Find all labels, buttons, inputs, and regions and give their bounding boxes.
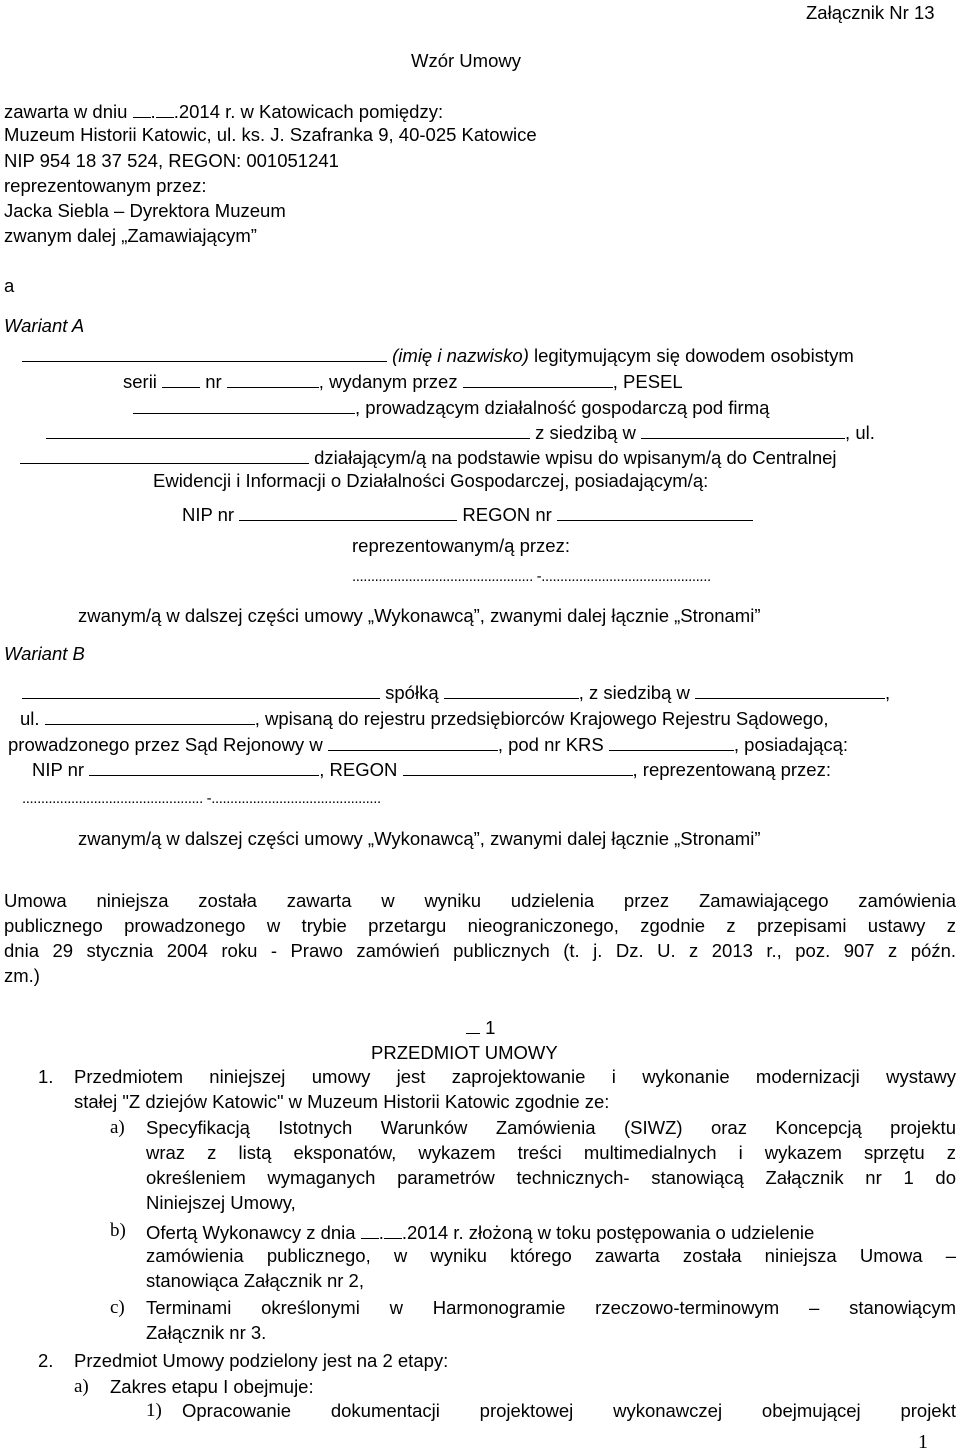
- variant-a-line5: [20, 445, 837, 469]
- va-text: legitymującym się dowodem osobistym: [528, 345, 854, 366]
- issued-by-blank[interactable]: [463, 369, 613, 388]
- vb-text: , REGON: [319, 759, 403, 780]
- item-text: .: [378, 1222, 384, 1243]
- item-marker: b): [110, 1220, 126, 1241]
- month-blank[interactable]: [156, 99, 174, 118]
- item-text: stanowiąca Załącznik nr 2,: [146, 1270, 364, 1291]
- clause-number: 2.: [38, 1350, 54, 1371]
- clause-text: Przedmiot Umowy podzielony jest na 2 etapy:: [74, 1350, 449, 1371]
- called-client: zwanym dalej „Zamawiającym”: [4, 225, 257, 246]
- va-text: NIP nr: [182, 504, 240, 525]
- va-text: , PESEL: [612, 371, 683, 392]
- regon-blank[interactable]: [403, 757, 633, 776]
- clause-text: Przedmiotem niniejszej umowy jest zaprojektowanie i wykonanie modernizacji wystawy: [74, 1066, 956, 1087]
- day-blank[interactable]: [133, 99, 151, 118]
- offer-month-blank[interactable]: [384, 1220, 402, 1239]
- item-text: określeniem wymaganych parametrów technicznych- stanowiącą Załącznik nr 1 do: [146, 1167, 956, 1188]
- vb-text: prowadzonego przez Sąd Rejonowy w: [8, 734, 328, 755]
- item-text: wraz z listą eksponatów, wykazem treści multimedialnych i wykazem sprzętu z: [146, 1142, 956, 1163]
- street-blank[interactable]: [45, 706, 255, 725]
- annex-label: Załącznik Nr 13: [806, 2, 935, 23]
- preamble-line: zm.): [4, 965, 40, 986]
- variant-a-line2: [123, 369, 683, 393]
- clause-number: 1.: [38, 1066, 54, 1087]
- item-text: Terminami określonymi w Harmonogramie rzeczowo-terminowym – stanowiącym: [146, 1297, 956, 1318]
- variant-b-line3: [8, 732, 848, 756]
- section-number-text: 1: [485, 1017, 496, 1038]
- intro-text: .2014 r. w Katowicach pomiędzy:: [173, 101, 444, 122]
- vb-text: , posiadającą:: [733, 734, 849, 755]
- item-text: Ofertą Wykonawcy z dnia: [146, 1222, 361, 1243]
- court-blank[interactable]: [328, 732, 498, 751]
- nip-blank[interactable]: [89, 757, 319, 776]
- clause-text: stałej "Z dziejów Katowic" w Muzeum Historii Katowic zgodnie ze:: [74, 1091, 610, 1112]
- va-text: REGON nr: [457, 504, 557, 525]
- variant-b-dots[interactable]: ................................................ -.............................................: [22, 790, 381, 807]
- item-text: .2014 r. złożoną w toku postępowania o udzielenie: [401, 1222, 815, 1243]
- va-text: z siedzibą w: [530, 422, 642, 443]
- variant-b-line1: [22, 680, 952, 704]
- item-marker: c): [110, 1297, 125, 1318]
- item-text: Niniejszej Umowy,: [146, 1192, 296, 1213]
- vb-text: , z siedzibą w: [578, 682, 695, 703]
- item-text-offer: [146, 1220, 814, 1244]
- company-form-blank[interactable]: [444, 680, 579, 699]
- vb-text: , pod nr KRS: [497, 734, 609, 755]
- item-text: Zakres etapu I obejmuje:: [110, 1376, 314, 1397]
- company-name-blank[interactable]: [46, 420, 530, 439]
- document-title: Wzór Umowy: [411, 50, 521, 71]
- variant-b-called: zwanym/ą w dalszej części umowy „Wykonawcą”, zwanymi dalej łącznie „Stronami”: [78, 828, 761, 849]
- intro-text: zawarta w dniu: [4, 101, 133, 122]
- va-text: działającym/ą na podstawie wpisu do wpisanym/ą do Centralnej: [309, 447, 837, 468]
- seat-blank[interactable]: [641, 420, 845, 439]
- va-text: , ul.: [845, 422, 875, 443]
- id-number-blank[interactable]: [227, 369, 319, 388]
- variant-a-line3: [133, 395, 769, 419]
- preamble-line: publicznego prowadzonego w trybie przetargu nieograniczonego, zgodnie z przepisami ustawy z: [4, 915, 956, 936]
- variant-a-nip-line: [182, 502, 753, 526]
- variant-a-line4: [46, 420, 875, 444]
- vb-text: NIP nr: [32, 759, 90, 780]
- director-name: Jacka Siebla – Dyrektora Muzeum: [4, 200, 286, 221]
- preamble-line: Umowa niniejsza została zawarta w wyniku udzielenia przez Zamawiającego zamówienia: [4, 890, 956, 911]
- variant-b-heading: Wariant B: [4, 643, 85, 664]
- preamble-line: dnia 29 stycznia 2004 roku - Prawo zamówień publicznych (t. j. Dz. U. z 2013 r., poz. 907 z późn.: [4, 940, 956, 961]
- section-number: [466, 1017, 495, 1039]
- item-text: Specyfikacją Istotnych Warunków Zamówienia (SIWZ) oraz Koncepcją projektu: [146, 1117, 956, 1138]
- item-marker: a): [74, 1376, 89, 1397]
- street-blank[interactable]: [20, 445, 309, 464]
- id-series-blank[interactable]: [162, 369, 200, 388]
- variant-a-represented: reprezentowanym/ą przez:: [352, 535, 570, 556]
- museum-address: Muzeum Historii Katowic, ul. ks. J. Szafranka 9, 40-025 Katowice: [4, 124, 537, 145]
- intro-text: .: [150, 101, 156, 122]
- variant-a-heading: Wariant A: [4, 315, 85, 336]
- va-text: nr: [200, 371, 227, 392]
- vb-text: , wpisaną do rejestru przedsiębiorców Krajowego Rejestru Sądowego,: [254, 708, 829, 729]
- va-text: serii: [123, 371, 163, 392]
- va-text: , wydanym przez: [318, 371, 463, 392]
- regon-blank[interactable]: [557, 502, 753, 521]
- and-conjunction: a: [4, 275, 15, 296]
- krs-blank[interactable]: [609, 732, 734, 751]
- section-title: PRZEDMIOT UMOWY: [371, 1042, 558, 1063]
- variant-b-line2: [20, 706, 829, 730]
- vb-text: ul.: [20, 708, 45, 729]
- item-text: Załącznik nr 3.: [146, 1322, 267, 1343]
- company-blank[interactable]: [22, 680, 380, 699]
- variant-a-dots[interactable]: ................................................ -.............................................: [352, 568, 711, 585]
- page-number: 1: [918, 1431, 928, 1453]
- item-text: Opracowanie dokumentacji projektowej wykonawczej obejmującej projekt: [182, 1400, 956, 1421]
- variant-b-line4: [32, 757, 831, 781]
- variant-a-line1: [22, 343, 854, 367]
- name-hint: (imię i nazwisko): [392, 345, 529, 366]
- vb-text: ,: [884, 682, 891, 703]
- offer-day-blank[interactable]: [361, 1220, 379, 1239]
- name-blank[interactable]: [22, 343, 387, 362]
- section-sign-blank: [466, 1019, 480, 1034]
- va-text: , prowadzącym działalność gospodarczą pod firmą: [355, 397, 770, 418]
- nip-blank[interactable]: [239, 502, 457, 521]
- variant-a-line6: Ewidencji i Informacji o Działalności Gospodarczej, posiadającym/ą:: [153, 470, 709, 491]
- intro-date-line: [4, 99, 443, 123]
- seat-blank[interactable]: [695, 680, 885, 699]
- variant-a-called: zwanym/ą w dalszej części umowy „Wykonawcą”, zwanymi dalej łącznie „Stronami”: [78, 605, 761, 626]
- vb-text: , reprezentowaną przez:: [632, 759, 831, 780]
- museum-ids: NIP 954 18 37 524, REGON: 001051241: [4, 150, 339, 171]
- item-marker: a): [110, 1117, 125, 1138]
- item-text: zamówienia publicznego, w wyniku którego zawarta została niniejsza Umowa –: [146, 1245, 956, 1266]
- represented-by: reprezentowanym przez:: [4, 175, 207, 196]
- vb-text: spółką: [380, 682, 444, 703]
- item-marker: 1): [146, 1400, 162, 1421]
- pesel-blank[interactable]: [133, 395, 355, 414]
